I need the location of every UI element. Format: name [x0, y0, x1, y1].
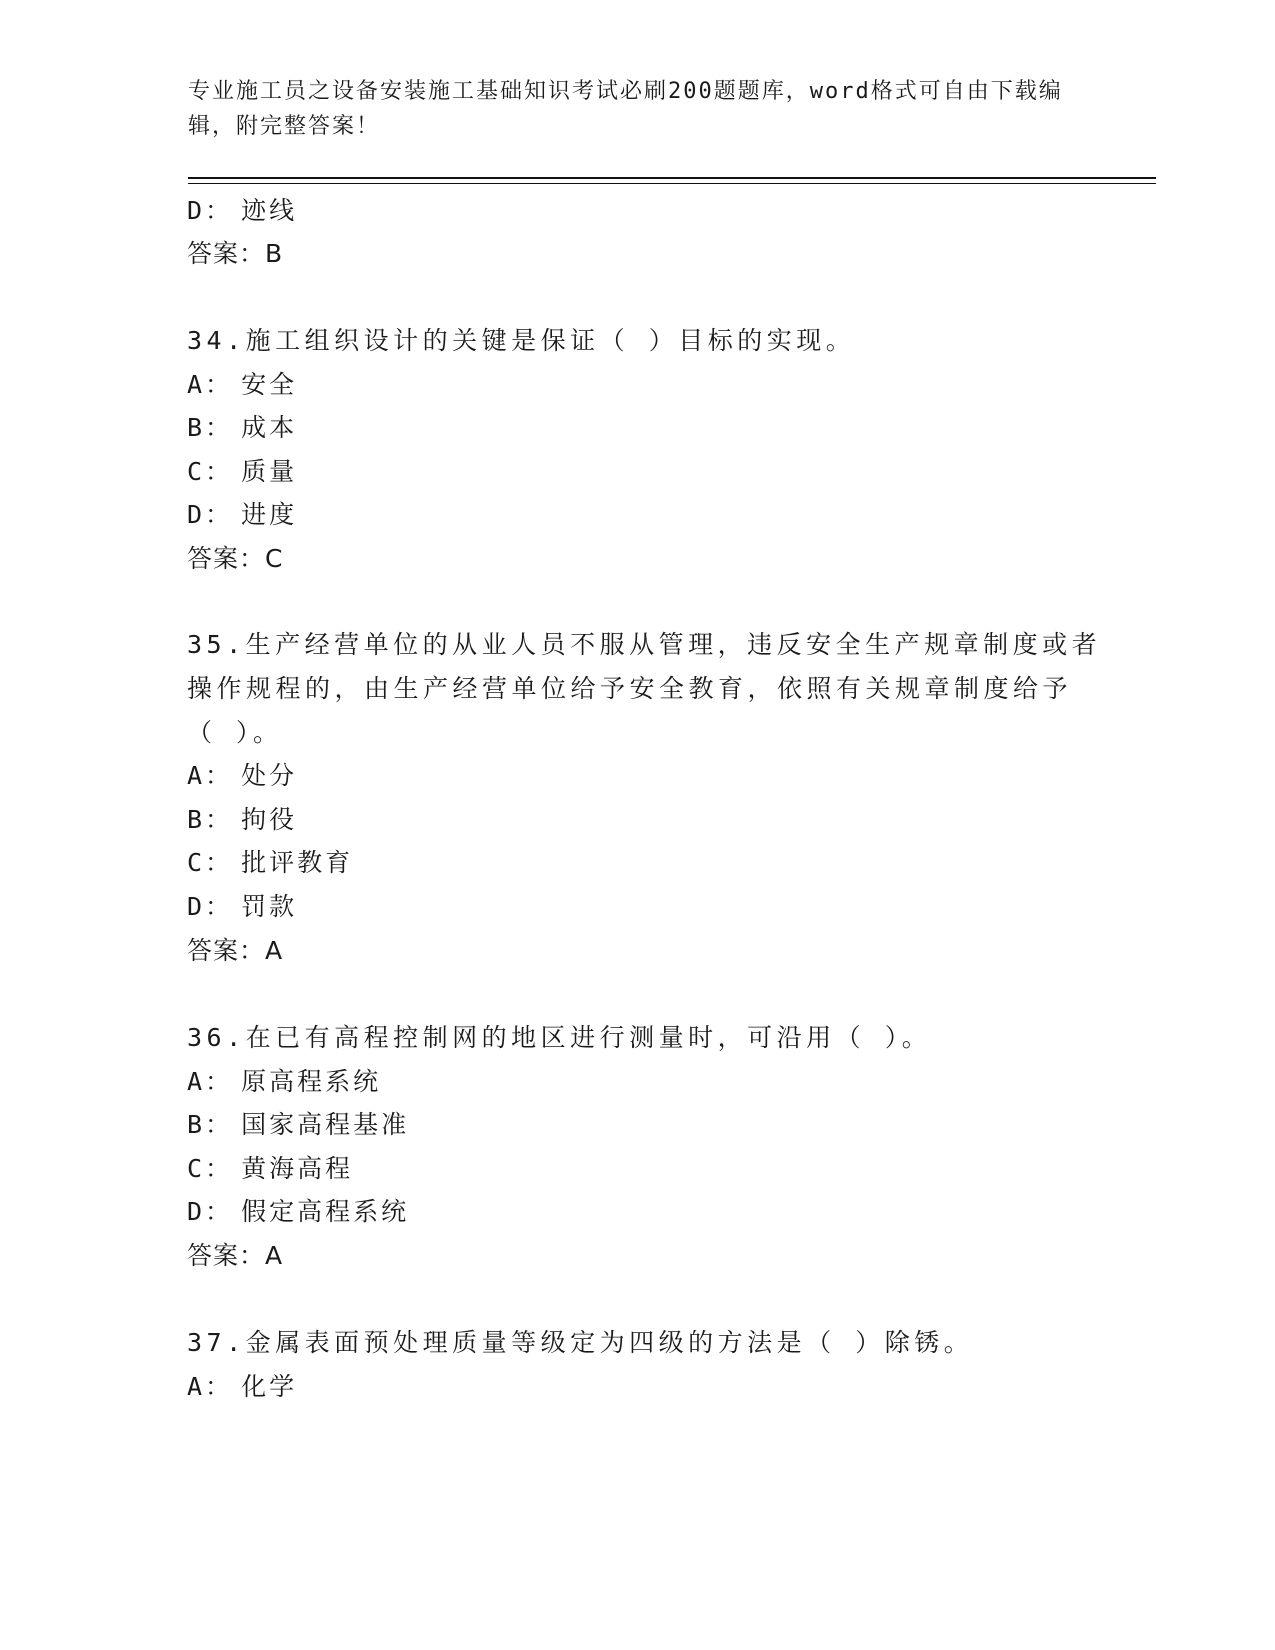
question-line: 35.生产经营单位的从业人员不服从管理，违反安全生产规章制度或者: [187, 630, 1102, 659]
option-text: 罚款: [241, 892, 298, 921]
option-text: 安全: [241, 370, 298, 399]
question-line: （ ）。: [187, 718, 283, 747]
document-header: 专业施工员之设备安装施工基础知识考试必刷200题题库，word格式可自由下载编辑，附完整答案！: [188, 79, 1063, 139]
option-line: [187, 449, 297, 495]
option-key: D：: [187, 892, 234, 921]
option-line: [187, 362, 297, 408]
option-line: [187, 840, 353, 886]
option-key: A：: [187, 1372, 234, 1401]
option-line: [187, 188, 297, 234]
option-key: A：: [187, 370, 234, 399]
option-line: [187, 405, 297, 451]
option-line: [187, 492, 297, 538]
option-text: 质量: [241, 457, 298, 486]
option-text: 处分: [241, 761, 298, 790]
question-line: 操作规程的，由生产经营单位给予安全教育，依照有关规章制度给予: [187, 674, 1073, 703]
option-line: [187, 1146, 353, 1192]
option-key: C：: [187, 848, 234, 877]
question-line: 36.在已有高程控制网的地区进行测量时，可沿用（ ）。: [187, 1023, 932, 1052]
option-text: 迹线: [241, 196, 298, 225]
answer-line: 答案：C: [187, 544, 284, 573]
option-text: 进度: [241, 500, 298, 529]
option-key: D：: [187, 1197, 234, 1226]
question-line: 37.金属表面预处理质量等级定为四级的方法是（ ）除锈。: [187, 1328, 974, 1357]
option-line: [187, 1364, 297, 1410]
answer-line: 答案：B: [187, 239, 284, 268]
answer-line: 答案：A: [187, 1241, 284, 1270]
option-text: 化学: [241, 1372, 298, 1401]
option-key: D：: [187, 196, 234, 225]
option-line: [187, 1189, 409, 1235]
option-line: [187, 797, 297, 843]
option-text: 原高程系统: [241, 1067, 382, 1096]
option-key: C：: [187, 1154, 234, 1183]
answer-line: 答案：A: [187, 936, 284, 965]
option-line: [187, 1059, 381, 1105]
option-text: 假定高程系统: [241, 1197, 410, 1226]
option-text: 拘役: [241, 805, 298, 834]
option-text: 成本: [241, 413, 298, 442]
option-line: [187, 1102, 409, 1148]
option-text: 国家高程基准: [241, 1110, 410, 1139]
option-key: A：: [187, 1067, 234, 1096]
option-key: D：: [187, 500, 234, 529]
option-key: A：: [187, 761, 234, 790]
option-key: B：: [187, 413, 234, 442]
option-line: [187, 884, 297, 930]
option-key: C：: [187, 457, 234, 486]
option-text: 批评教育: [241, 848, 354, 877]
header-rule-thin: [188, 183, 1156, 184]
option-line: [187, 753, 297, 799]
question-line: 34.施工组织设计的关键是保证（ ）目标的实现。: [187, 326, 856, 355]
option-text: 黄海高程: [241, 1154, 354, 1183]
header-rule-thick: [188, 177, 1156, 179]
option-key: B：: [187, 805, 234, 834]
option-key: B：: [187, 1110, 234, 1139]
